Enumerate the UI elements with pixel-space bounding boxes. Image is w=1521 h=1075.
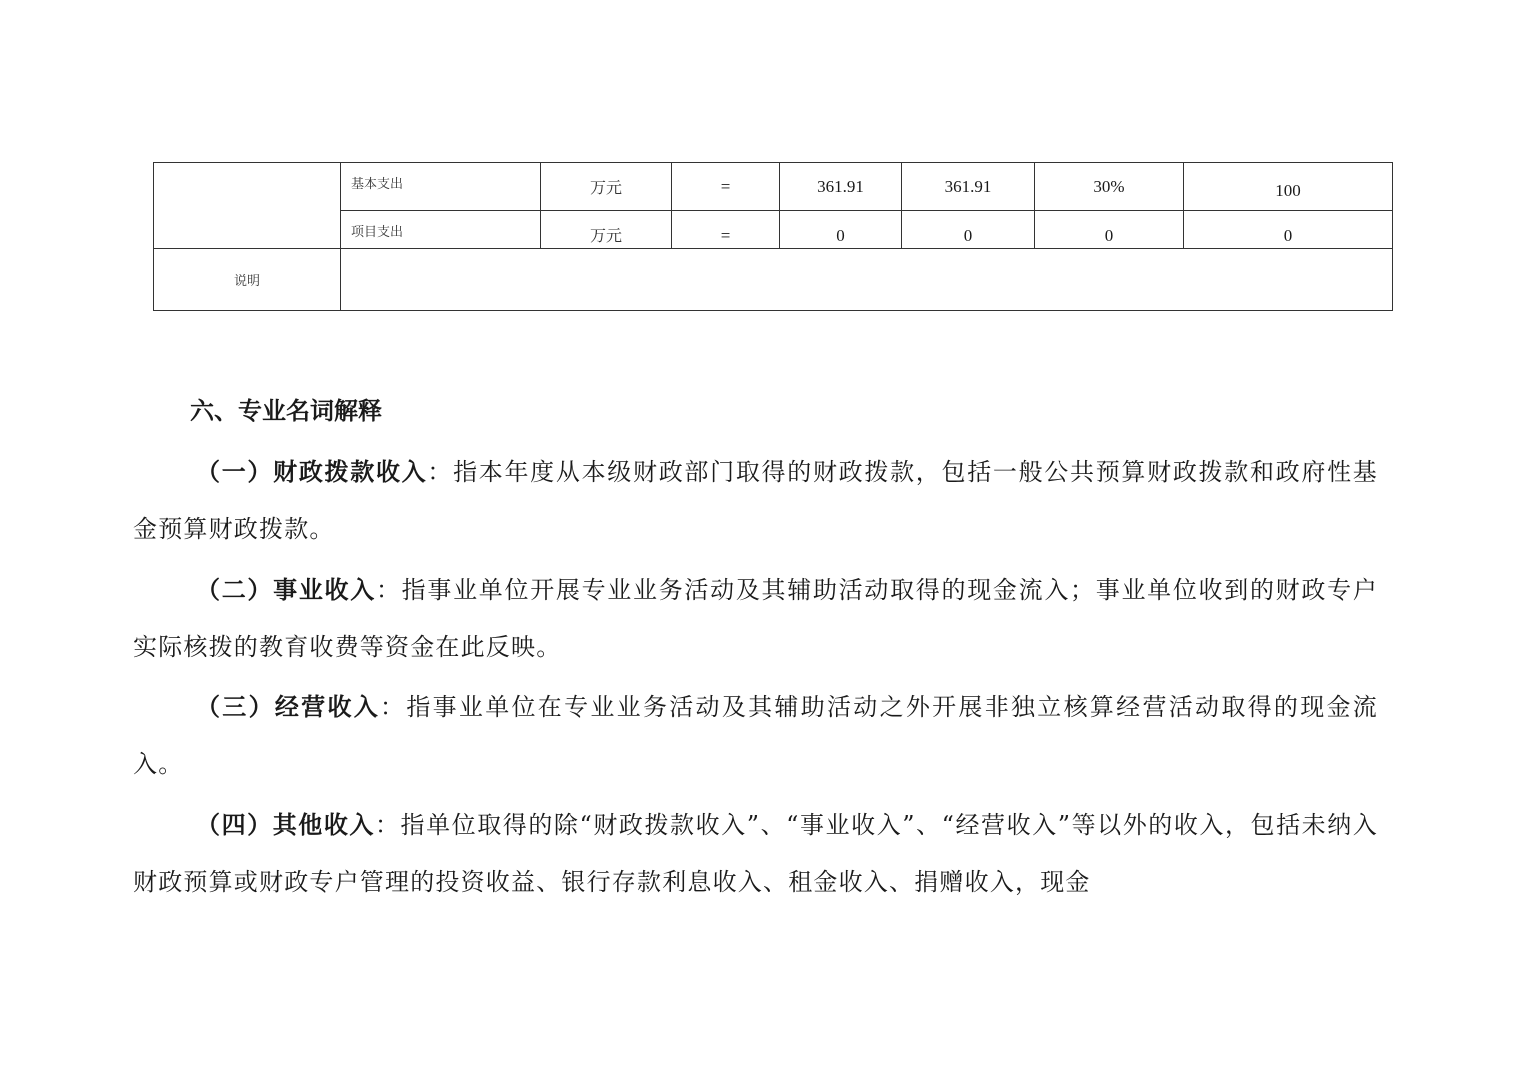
operator-cell: = bbox=[672, 211, 780, 249]
term-title: （三）经营收入 bbox=[196, 692, 381, 721]
table-row bbox=[154, 163, 1393, 211]
term-paragraph bbox=[133, 561, 1378, 676]
note-label: 说明 bbox=[154, 249, 341, 311]
unit-cell: 万元 bbox=[541, 163, 672, 211]
performance-table bbox=[153, 162, 1393, 311]
term-text: ：指单位取得的除“财政拨款收入”、“事业收入”、“经营收入”等以外的收入，包括未纳入财政预算或财政专户管理的投资收益、银行存款利息收入、租金收入、捐赠收入，现金 bbox=[133, 811, 1378, 896]
term-text: ：指事业单位开展专业业务活动及其辅助活动取得的现金流入；事业单位收到的财政专户实际核拨的教育收费等资金在此反映。 bbox=[133, 576, 1379, 661]
category-cell bbox=[154, 163, 341, 249]
value-cell-4: 100 bbox=[1184, 163, 1393, 211]
unit-cell: 万元 bbox=[541, 211, 672, 249]
value-cell-1: 0 bbox=[780, 211, 902, 249]
term-text: ：指本年度从本级财政部门取得的财政拨款，包括一般公共预算财政拨款和政府性基金预算财政拨款。 bbox=[133, 458, 1378, 543]
row-label: 基本支出 bbox=[341, 163, 541, 211]
term-paragraph bbox=[133, 796, 1378, 911]
note-value bbox=[341, 249, 1393, 311]
value-cell-3: 30% bbox=[1035, 163, 1184, 211]
term-paragraph bbox=[133, 443, 1378, 558]
term-title: （一）财政拨款收入 bbox=[196, 457, 428, 486]
value-cell-2: 0 bbox=[902, 211, 1035, 249]
table-row bbox=[154, 249, 1393, 311]
section-title: 六、专业名词解释 bbox=[190, 396, 382, 425]
operator-cell: = bbox=[672, 163, 780, 211]
value-cell-1: 361.91 bbox=[780, 163, 902, 211]
value-cell-4: 0 bbox=[1184, 211, 1393, 249]
term-paragraph bbox=[133, 678, 1378, 793]
term-text: ：指事业单位在专业业务活动及其辅助活动之外开展非独立核算经营活动取得的现金流入。 bbox=[133, 693, 1378, 778]
value-cell-3: 0 bbox=[1035, 211, 1184, 249]
value-cell-2: 361.91 bbox=[902, 163, 1035, 211]
term-title: （四）其他收入 bbox=[196, 810, 375, 839]
row-label: 项目支出 bbox=[341, 211, 541, 249]
term-title: （二）事业收入 bbox=[196, 575, 376, 604]
